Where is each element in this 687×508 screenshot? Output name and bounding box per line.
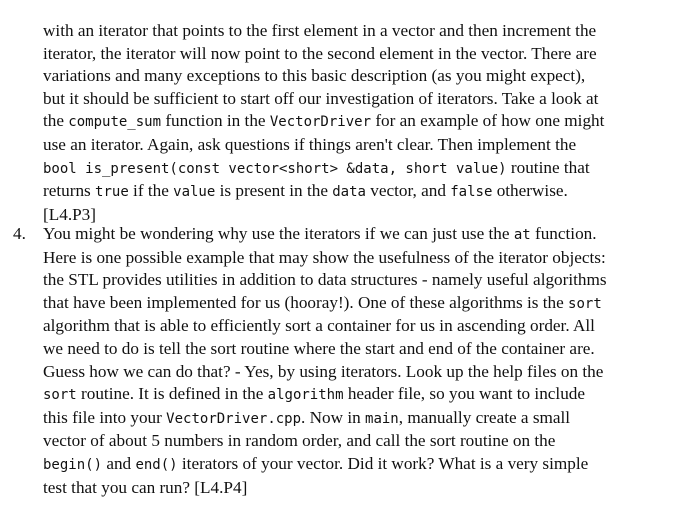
text-run: function in the [161, 111, 270, 131]
text-run: header file, so you want to include [343, 384, 586, 404]
code-token: end() [135, 456, 178, 473]
code-token: algorithm [267, 387, 344, 404]
item-3-continuation [43, 20, 683, 226]
text-line [43, 453, 683, 477]
code-token: VectorDriver [269, 114, 372, 131]
text-run: is present in the [215, 181, 333, 201]
text-run: with an iterator that points to the first element in a vector and then increment the [43, 21, 597, 40]
text-run: this file into your [43, 407, 167, 427]
text-run: vector, and [365, 181, 451, 201]
text-run: [L4.P3] [43, 204, 96, 224]
text-line [43, 361, 683, 384]
text-line [43, 223, 683, 247]
text-run: but it should be sufficient to start off our investigation of iterators. Take a look at [43, 88, 599, 108]
text-line [43, 269, 683, 292]
text-line [43, 338, 683, 361]
text-run: the STL provides utilities in addition to data structures - namely useful algorithms [43, 270, 607, 290]
code-token: sort [43, 387, 77, 404]
list-number: 4. [13, 224, 26, 243]
text-line [43, 383, 683, 407]
text-run: and [102, 453, 136, 473]
code-token: false [450, 184, 493, 201]
text-run: algorithm that is able to efficiently sort a container for us in ascending order. All [43, 316, 595, 336]
text-run: You might be wondering why use the iterators if we can just use the [43, 224, 514, 243]
text-run: that have been implemented for us (hooray!). One of these algorithms is the [43, 292, 569, 312]
text-line [43, 430, 683, 453]
text-run: Guess how we can do that? - Yes, by using iterators. Look up the help files on the [43, 361, 604, 381]
text-run: routine that [506, 157, 590, 177]
text-line [43, 407, 683, 431]
text-run: test that you can run? [L4.P4] [43, 477, 248, 497]
code-token: bool is_present(const vector<short> &data, short value) [43, 160, 507, 177]
text-run: otherwise. [492, 181, 568, 201]
text-run: vector of about 5 numbers in random order, and call the sort routine on the [43, 431, 556, 451]
text-run: routine. It is defined in the [76, 384, 268, 404]
text-line [43, 134, 683, 157]
text-line [43, 88, 683, 111]
text-run: . Now in [301, 407, 366, 427]
text-line [43, 477, 683, 500]
code-token: compute_sum [68, 114, 162, 131]
text-run: use an iterator. Again, ask questions if things aren't clear. Then implement the [43, 134, 577, 154]
text-run: iterator, the iterator will now point to the second element in the vector. There are [43, 43, 597, 63]
text-run: we need to do is tell the sort routine where the start and end of the container are. [43, 338, 595, 358]
text-line [43, 292, 683, 316]
code-token: begin() [43, 456, 103, 473]
text-line [43, 247, 683, 270]
text-run: iterators of your vector. Did it work? What is a very simple [177, 453, 589, 473]
text-line [43, 43, 683, 66]
text-line [43, 157, 683, 181]
text-run: if the [128, 181, 174, 201]
text-line [43, 65, 683, 88]
code-token: main [365, 410, 399, 427]
text-run: , manually create a small [398, 407, 571, 427]
code-token: value [173, 184, 216, 201]
text-run: function. [530, 224, 597, 243]
text-line [43, 315, 683, 338]
code-token: true [95, 184, 129, 201]
code-token: data [332, 184, 366, 201]
text-run: the [43, 111, 69, 131]
text-run: Here is one possible example that may show the usefulness of the iterator objects: [43, 247, 606, 267]
item-4-paragraph [43, 223, 683, 499]
code-token: at [513, 227, 531, 243]
text-line [43, 20, 683, 43]
text-run: variations and many exceptions to this basic description (as you might expect), [43, 66, 586, 86]
code-token: VectorDriver.cpp [166, 410, 302, 427]
text-line [43, 180, 683, 204]
text-run: for an example of how one might [371, 111, 605, 131]
text-line [43, 110, 683, 134]
code-token: sort [568, 295, 602, 312]
text-run: returns [43, 181, 96, 201]
